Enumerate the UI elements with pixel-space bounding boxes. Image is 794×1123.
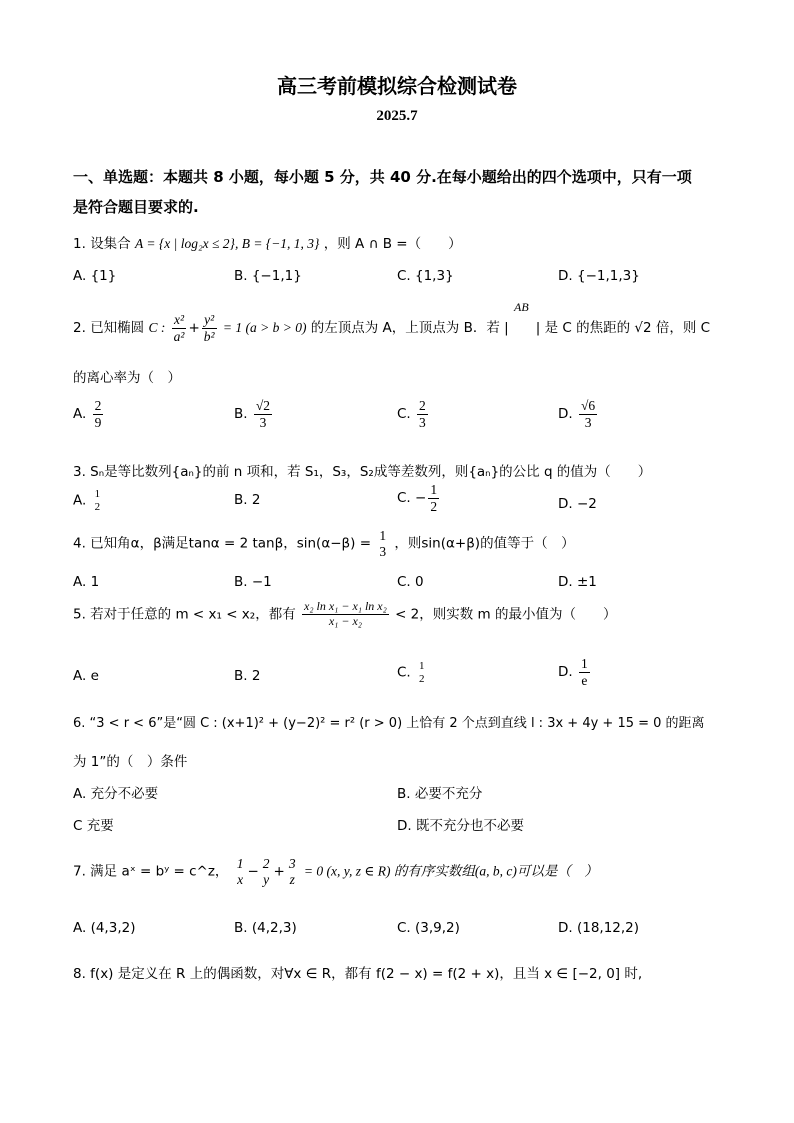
question-7: 7. 满足 aˣ = bʸ = c^z， 1 x − 2 y + 3 z = 0 (x, y, z ∈ R) 的有序实数组(a, b, c)可以是（ ） xyxy=(73,856,598,887)
q5-option-b: B. 2 xyxy=(234,668,261,684)
question-8: 8. f(x) 是定义在 R 上的偶函数，对∀x ∈ R，都有 f(2 − x) = f(2 + x)，且当 x ∈ [−2, 0] 时, xyxy=(73,966,643,982)
question-1 xyxy=(73,232,462,252)
q4-option-a: A. 1 xyxy=(73,574,100,590)
q2-option-c: C. $\frac{2}{3}$ xyxy=(397,398,426,430)
q3-option-d: D. −2 xyxy=(558,496,597,512)
question-4: 4. 已知角α，β满足tanα = 2 tanβ，sin(α−β) = 1 3 ，则sin(α+β)的值等于（ ） xyxy=(73,528,575,559)
q2-option-b: B. $\frac{√2}{3}$ xyxy=(234,398,271,430)
q1-option-b: B. {−1,1} xyxy=(234,268,302,284)
question-3: 3. Sₙ是等比数列{aₙ}的前 n 项和，若 S₁，S₃，S₂成等差数列，则{aₙ}的公比 q 的值为（ ） xyxy=(73,464,652,480)
question-6-line1: 6. “3 < r < 6”是“圆 C : (x+1)² + (y−2)² = r² (r > 0) 上恰有 2 个点到直线 l : 3x + 4y + 15 = 0 的距离 xyxy=(73,716,705,731)
q6-option-c: C 充要 xyxy=(73,818,114,834)
q1-option-d: D. {−1,1,3} xyxy=(558,268,640,284)
q4-option-d: D. ±1 xyxy=(558,574,597,590)
q3-option-c: C. − $\frac{1}{2}$ xyxy=(397,482,438,514)
q5-option-c: C. 1 2 xyxy=(397,660,425,685)
question-2-line2: 的离心率为（ ） xyxy=(73,370,181,386)
exam-page: 高三考前模拟综合检测试卷 2025.7 一、单选题：本题共 8 小题，每小题 5 分，共 40 分.在每小题给出的四个选项中，只有一项 是符合题目要求的. 1. 设集合 A = {x | log₂x ≤ 2}, B = {−1, 1, 3} ，则 A ∩ B =（ ） A. {1} B. {−1,1} C. {1,3} D. {−1,1,3} AB 2. 已知椭圆 C : $\frac{\text{x²}}{\text{a²}}$ + $\frac{\text{y²}}{\text{b²}}$ = 1 (a > b > 0) 的左顶点为 A，上顶点为 B．若 | | 是 C 的焦距的 √2 倍，则 C 的离心率为（ ） A. $\frac{2}{9}$ B. $\frac{√2}{3}$ C. $\frac{2}{3}$ D. $\frac{√6}{3}$ 3. Sₙ是等比数列{aₙ}的前 n 项和，若 S₁，S₃，S₂成等差数列，则{aₙ}的公比 q 的值为（ ） A. 1 2 B. 2 C. − $\frac{1}{2}$ D. −2 4. 已知角α，β满足tanα = 2 tanβ，sin(α−β) = 1 3 ，则sin(α+β)的值等于（ ） A. 1 B. −1 C. 0 D. ±1 5. 若对于任意的 m < x₁ < x₂，都有 $\frac{\text{x₂ ln x₁ − x₁ ln x₂}}{\text{x₁ − x₂}}$ < 2，则实数 m 的最小值为（ ） A. e B. 2 C. 1 2 D. $\frac{1}{e}$ 6. “3 < r < 6”是“圆 C : (x+1)² + (y−2)² = r² (r > 0) 上恰有 2 个点到直线 l : 3x + 4y + 15 = 0 的距离 为 1”的（ ）条件 A. 充分不必要 B. 必要不充分 C 充要 D. 既不充分也不必要 7. 满足 aˣ = bʸ = c^z， 1 x − 2 y + 3 z = 0 (x, y, z ∈ R) 的有序实数组(a, b, c)可以是（ ） A. (4,3,2) B. (4,2,3) C. (3,9,2) D. (18,12,2) 8. f(x) 是定义在 R 上的偶函数，对∀x ∈ R，都有 f(2 − x) = f(2 + x)，且当 x ∈ [−2, 0] 时, xyxy=(0,0,794,1123)
q1-option-c: C. {1,3} xyxy=(397,268,454,284)
q7-option-b: B. (4,2,3) xyxy=(234,920,297,936)
q6-option-d: D. 既不充分也不必要 xyxy=(397,818,524,834)
question-text: 设集合 xyxy=(90,236,131,252)
q2-option-a: A. $\frac{2}{9}$ xyxy=(73,398,102,430)
section-heading-line2: 是符合题目要求的. xyxy=(73,198,199,216)
section-heading-line1: 一、单选题：本题共 8 小题，每小题 5 分，共 40 分.在每小题给出的四个选项中，只有一项 xyxy=(73,168,692,186)
q6-option-a: A. 充分不必要 xyxy=(73,786,159,802)
question-5: 5. 若对于任意的 m < x₁ < x₂，都有 $\frac{\text{x₂ ln x₁ − x₁ ln x₂}}{\text{x₁ − x₂}}$ < 2，则实数 m 的最小值为（ ） xyxy=(73,599,617,628)
q5-option-a: A. e xyxy=(73,668,99,684)
question-number: 1. xyxy=(73,236,86,252)
question-2: 2. 已知椭圆 C : $\frac{\text{x²}}{\text{a²}}$ + $\frac{\text{y²}}{\text{b²}}$ = 1 (a > b > 0) 的左顶点为 A，上顶点为 B．若 | | 是 C 的焦距的 √2 倍，则 C xyxy=(73,312,711,344)
exam-date: 2025.7 xyxy=(376,108,418,124)
q7-option-a: A. (4,3,2) xyxy=(73,920,136,936)
q6-option-b: B. 必要不充分 xyxy=(397,786,483,802)
question-6-line2: 为 1”的（ ）条件 xyxy=(73,754,188,770)
q7-option-d: D. (18,12,2) xyxy=(558,920,640,936)
q3-option-a: A. 1 2 xyxy=(73,488,101,513)
q3-option-b: B. 2 xyxy=(234,492,261,508)
q1-option-a: A. {1} xyxy=(73,268,117,284)
question-text: ，则 A ∩ B =（ ） xyxy=(323,236,462,252)
set-definition: A = {x | log₂x ≤ 2}, B = {−1, 1, 3} xyxy=(134,236,320,251)
q5-option-d: D. $\frac{1}{e}$ xyxy=(558,656,588,688)
exam-title: 高三考前模拟综合检测试卷 xyxy=(277,74,517,98)
q4-option-c: C. 0 xyxy=(397,574,424,590)
q7-option-c: C. (3,9,2) xyxy=(397,920,460,936)
q4-option-b: B. −1 xyxy=(234,574,272,590)
q2-option-d: D. $\frac{√6}{3}$ xyxy=(558,398,596,430)
